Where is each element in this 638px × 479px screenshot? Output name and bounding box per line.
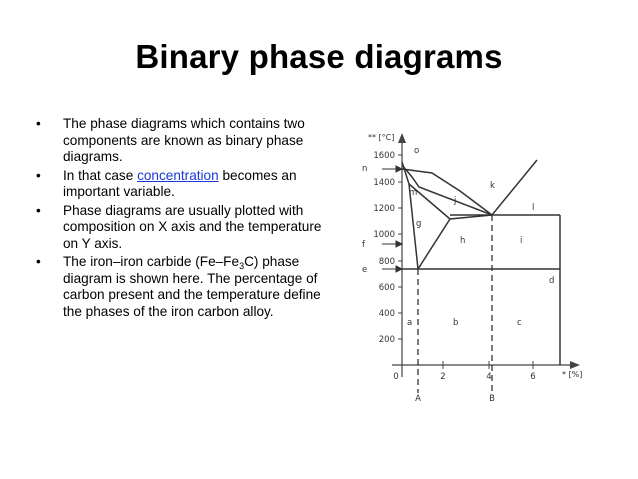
bullet-text: The phase diagrams which contains two components are known as binary phase diagrams. xyxy=(63,116,305,164)
bullet-list xyxy=(36,116,326,322)
composition-label: A xyxy=(415,394,421,404)
y-tick-label: 200 xyxy=(378,335,395,345)
y-tick-label: 1400 xyxy=(373,178,395,188)
bullet-item xyxy=(36,254,326,320)
marker-label: f xyxy=(362,240,365,250)
x-tick-label: 0 xyxy=(393,372,399,382)
bullet-glyph: • xyxy=(36,202,41,218)
region-label: i xyxy=(520,236,523,246)
concentration-link[interactable]: concentration xyxy=(137,167,219,183)
composition-dashed-lines xyxy=(418,215,492,393)
slide-title: Binary phase diagrams xyxy=(135,38,503,75)
y-tick-label: 800 xyxy=(378,257,395,267)
bullet-text: Phase diagrams are usually plotted with composition on X axis and the temperature on Y axis. xyxy=(63,202,322,251)
phase-boundaries xyxy=(402,160,560,365)
bullet-text: In that case xyxy=(63,167,138,183)
bullet-text: The iron–iron carbide (Fe–Fe xyxy=(63,254,240,269)
bullet-glyph: • xyxy=(36,116,41,131)
bullet-item xyxy=(36,116,326,166)
bullet-text: C) phase diagram is shown here. The percentage of carbon present and the temperature define the phases of the iron carbon alloy. xyxy=(63,254,321,319)
bullet-item xyxy=(36,168,326,201)
x-tick-label: 2 xyxy=(440,372,446,382)
y-axis-arrow xyxy=(398,133,406,143)
region-label: g xyxy=(416,219,422,229)
region-label: a xyxy=(407,318,413,328)
region-label: c xyxy=(517,318,522,328)
y-tick-label: 1200 xyxy=(373,204,395,214)
bullet-text: becomes an important variable. xyxy=(63,167,297,199)
y-tick-label: 1600 xyxy=(373,151,395,161)
marker-label: e xyxy=(362,265,368,275)
subscript-3: 3 xyxy=(239,261,245,271)
region-label: m xyxy=(409,188,418,198)
bullet-glyph: • xyxy=(36,167,41,183)
x-axis-label: * [%] xyxy=(562,370,583,379)
region-label: b xyxy=(453,318,459,328)
region-label: h xyxy=(460,236,466,246)
composition-label: B xyxy=(489,394,495,404)
region-label: o xyxy=(414,146,420,156)
region-label: d xyxy=(549,276,555,286)
marker-label: n xyxy=(362,164,368,174)
region-label: l xyxy=(532,203,535,213)
iron-carbon-phase-diagram xyxy=(352,125,592,405)
bullet-item xyxy=(36,203,326,253)
y-tick-label: 600 xyxy=(378,283,395,293)
x-tick-label: 4 xyxy=(486,372,492,382)
bullet-glyph: • xyxy=(36,254,41,269)
y-axis-label: ** [°C] xyxy=(368,133,395,142)
region-label: k xyxy=(490,181,495,191)
region-label: j xyxy=(454,196,457,206)
y-tick-label: 1000 xyxy=(373,230,395,240)
y-tick-marks xyxy=(398,155,402,339)
x-axis-arrow xyxy=(570,361,580,369)
x-tick-label: 6 xyxy=(530,372,536,382)
y-tick-label: 400 xyxy=(378,309,395,319)
